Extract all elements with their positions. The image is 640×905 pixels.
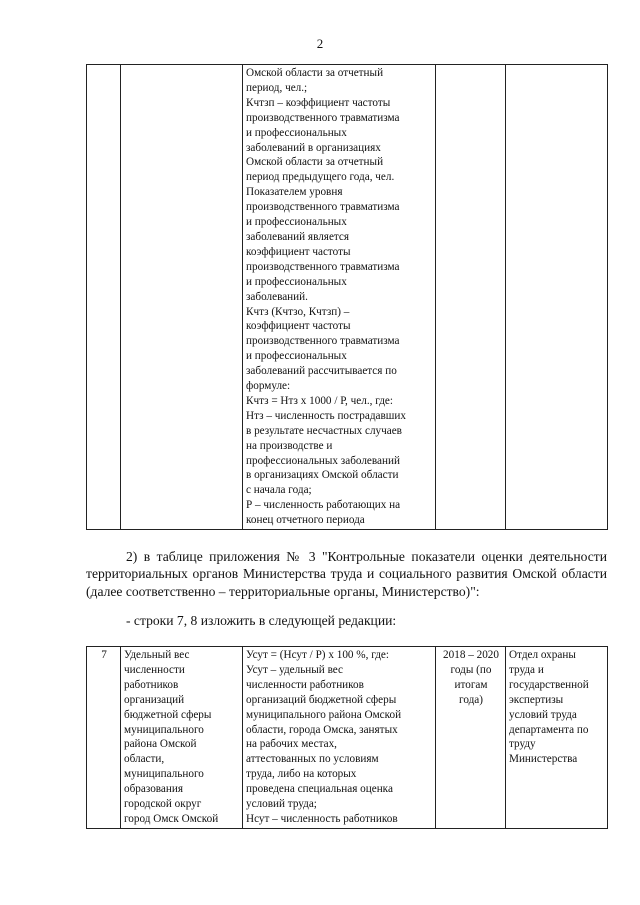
text-line: муниципального [124,723,204,736]
text-line: условий труда [509,708,577,721]
text-line: Нтз – численность пострадавших [246,409,406,422]
indicator-table-continued [86,64,608,530]
text-line: труда, либо на которых [246,768,357,781]
text-line: Кчтзп – коэффициент частоты [246,96,391,109]
text-line: численности [124,663,185,676]
text-line: государственной [509,678,589,691]
text-line: департамента по [509,723,589,736]
formula-text [246,66,433,528]
period-cell [436,65,506,530]
table-row [87,647,608,829]
text-line: коэффициент частоты [246,245,351,258]
text-line: организаций бюджетной сферы [246,693,397,706]
text-line: производственного травматизма [246,335,400,348]
text-line: заболеваний в организациях [246,141,381,154]
formula-text [246,648,433,827]
text-line: области, города Омска, занятых [246,723,398,736]
responsible-text [509,648,605,767]
page-number: 2 [316,36,324,51]
text-line: формуле: [246,380,291,393]
text-line: годы (по [450,663,492,676]
text-line: профессиональных заболеваний [246,454,400,467]
text-line: Усут – удельный вес [246,663,344,676]
text-line: муниципального района Омской [246,708,402,721]
text-line: период предыдущего года, чел. [246,171,395,184]
text-line: период, чел.; [246,81,308,94]
text-line: производственного травматизма [246,111,400,124]
text-line: на производстве и [246,439,333,452]
text-line: и профессиональных [246,350,347,363]
indicator-name-cell [121,65,243,530]
text-line: с начала года; [246,484,312,497]
text-line: Показателем уровня [246,186,343,199]
text-line: коэффициент частоты [246,320,351,333]
text-line: заболеваний рассчитывается по [246,365,397,378]
formula-cell [243,647,436,829]
text-line: проведена специальная оценка [246,783,393,796]
text-line: условий труда; [246,798,317,811]
text-line: конец отчетного периода [246,514,365,527]
text-line: района Омской [124,738,197,751]
text-line: Усут = (Нсут / Р) х 100 %, где: [246,649,390,661]
text-line: труду [509,738,536,751]
text-line: области, [124,753,165,766]
text-line: и профессиональных [246,126,347,139]
text-line: муниципального [124,768,204,781]
text-line: и профессиональных [246,216,347,229]
text-line: работников [124,678,179,691]
text-line: года) [459,693,483,706]
row-number-cell [87,65,121,530]
text-line: и профессиональных [246,275,347,288]
text-line: Удельный вес [124,649,190,661]
text-line: городской округ [124,798,202,811]
indicator-name-cell [121,647,243,829]
text-line: организаций [124,693,185,706]
amendment-paragraph: 2) в таблице приложения № 3 "Контрольные показатели оценки деятельности территориальных органов Министерства труда и социального развития Омской области (далее соответственно – территориальные органы, Министерство)": [86,549,607,599]
text-line: заболеваний. [246,290,308,303]
text-line: в результате несчастных случаев [246,424,402,437]
text-line: аттестованных по условиям [246,753,379,766]
text-line: производственного травматизма [246,201,400,214]
text-line: на рабочих местах, [246,738,337,751]
text-line: Р – численность работающих на [246,499,401,512]
text-line: бюджетной сферы [124,708,212,721]
text-line: экспертизы [509,693,564,706]
text-line: Кчтз (Кчтзо, Кчтзп) – [246,305,350,318]
period-cell [436,647,506,829]
text-line: 2018 – 2020 [443,649,499,661]
text-line: Министерства [509,753,578,766]
table-row [87,65,608,530]
text-line: производственного травматизма [246,260,400,273]
text-line: Кчтз = Нтз х 1000 / Р, чел., где: [246,394,394,407]
text-line: численности работников [246,678,364,691]
responsible-cell [506,647,608,829]
formula-cell [243,65,436,530]
text-line: образования [124,783,184,796]
amendment-instruction: - строки 7, 8 изложить в следующей редакции: [126,613,397,628]
text-line: Омской области за отчетный [246,156,384,169]
text-line: город Омск Омской [124,812,219,825]
text-line: Отдел охраны [509,649,576,661]
row-number-cell: 7 [87,647,121,829]
period-text [439,648,503,708]
text-line: заболеваний является [246,230,350,243]
text-line: Нсут – численность работников [246,812,398,825]
text-line: Омской области за отчетный [246,67,384,79]
indicator-name-text [124,648,240,827]
control-indicators-table [86,646,608,829]
text-line: труда и [509,663,544,676]
text-line: в организациях Омской области [246,469,399,482]
responsible-cell [506,65,608,530]
text-line: итогам [454,678,488,691]
